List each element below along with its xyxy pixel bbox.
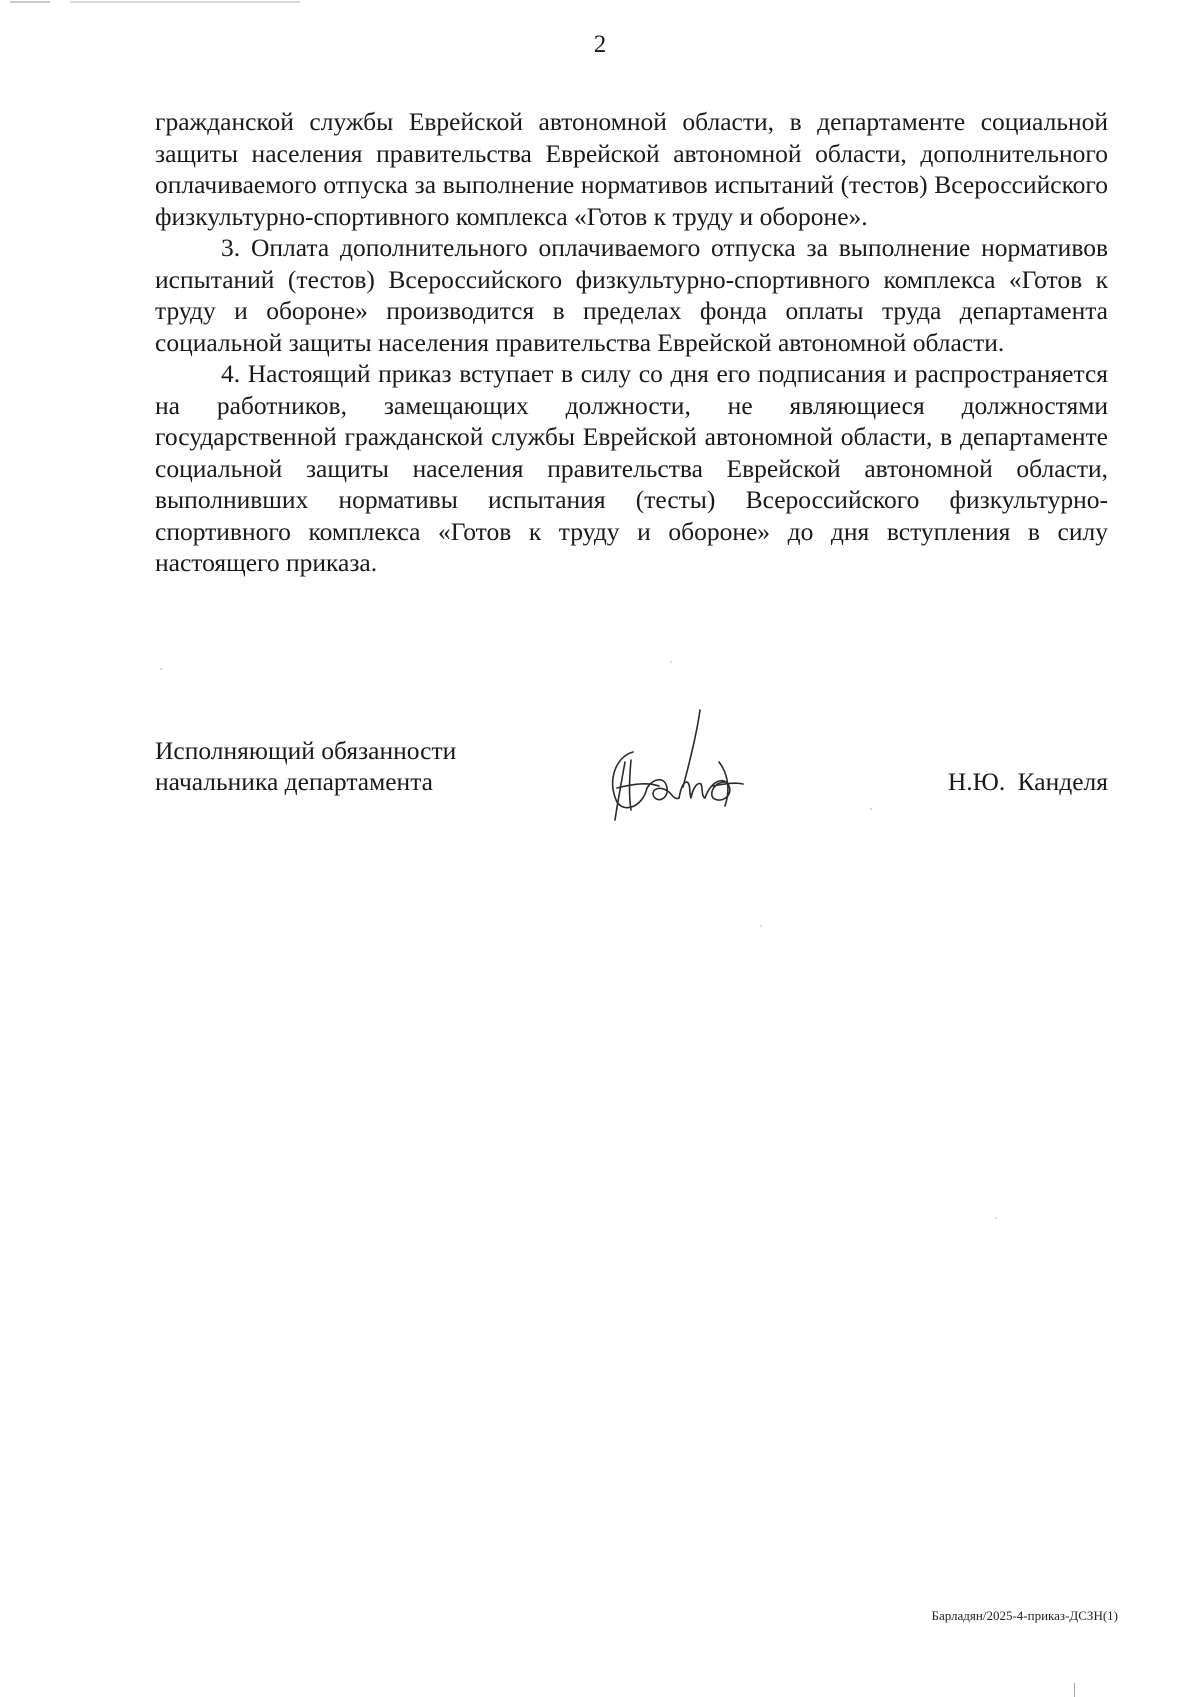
scan-artifact-lines [10, 0, 310, 6]
scan-speck [670, 661, 672, 663]
scan-speck [995, 1217, 997, 1219]
paragraph-3: 3. Оплата дополнительного оплачиваемого отпуска за выполнение нормативов испытаний (тестов) Всероссийского физкультурно-спортивного комплекса «Готов к труду и обороне» производится в пределах фонда оплаты труда департамента социальной защиты населения правительства Еврейской автономной области. [155, 233, 1108, 357]
document-body [155, 106, 1108, 579]
handwritten-signature [595, 702, 775, 822]
scan-speck [160, 668, 162, 670]
signer-name: Н.Ю. Канделя [947, 767, 1108, 796]
signer-title-line-2: начальника департамента [155, 767, 433, 796]
paragraph-continuation: гражданской службы Еврейской автономной области, в департаменте социальной защиты населения правительства Еврейской автономной области, дополнительного оплачиваемого отпуска за выполнение нормативов испытаний (тестов) Всероссийского физкультурно-спортивного комплекса «Готов к труду и обороне». [155, 107, 1108, 231]
signer-title [155, 735, 456, 797]
scan-speck [760, 925, 762, 927]
paragraph-4: 4. Настоящий приказ вступает в силу со дня его подписания и распространяется на работников, замещающих должности, не являющиеся должностями государственной гражданской службы Еврейской автономной области, в департаменте социальной защиты населения правительства Еврейской автономной области, выполнивших нормативы испытания (тесты) Всероссийского физкультурно-спортивного комплекса «Готов к труду и обороне» до дня вступления в силу настоящего приказа. [155, 359, 1108, 577]
document-reference: Барладян/2025-4-приказ-ДСЗН(1) [931, 1608, 1118, 1623]
signature-block [155, 735, 1108, 845]
scan-edge-mark [1074, 1683, 1075, 1697]
page-number: 2 [593, 31, 607, 58]
signer-title-line-1: Исполняющий обязанности [155, 736, 457, 765]
scan-speck [870, 808, 872, 810]
